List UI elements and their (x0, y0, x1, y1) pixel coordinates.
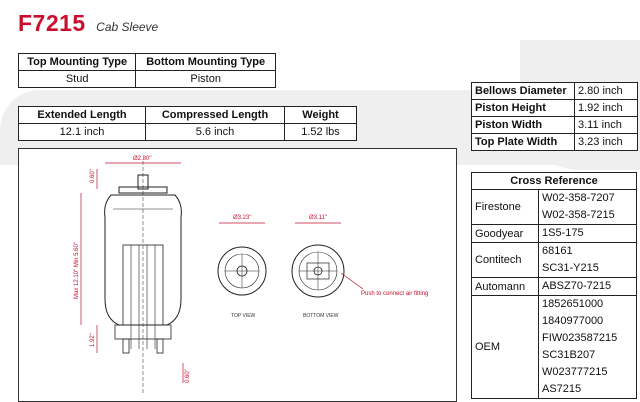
brand-cell: Contitech (472, 243, 539, 278)
weight-value: 1.52 lbs (285, 124, 357, 141)
table-row (472, 296, 637, 399)
reference-number: SC31-Y215 (542, 262, 599, 274)
part-subtitle: Cab Sleeve (96, 20, 159, 34)
reference-number: 1840977000 (542, 315, 604, 327)
reference-number: FIW023587215 (542, 332, 618, 344)
brand-cell: Firestone (472, 190, 539, 225)
bottom-view-diameter-label: Ø3.11" (309, 215, 328, 221)
air-fitting-note: Push to connect air fitting (361, 291, 429, 297)
numbers-cell (539, 243, 637, 278)
table-row (472, 243, 637, 278)
dim-label: Top Plate Width (472, 134, 575, 151)
dim-value: 3.11 inch (575, 117, 638, 134)
drawing-svg (19, 149, 456, 401)
reference-number: AS7215 (542, 383, 582, 395)
numbers-cell (539, 225, 637, 243)
page-title (18, 10, 158, 37)
dimensions-table (471, 82, 638, 151)
extended-length-value: 12.1 inch (19, 124, 146, 141)
dim-value: 3.23 inch (575, 134, 638, 151)
side-view (105, 161, 182, 395)
compressed-length-value: 5.6 inch (146, 124, 285, 141)
top-view (218, 247, 266, 295)
bottom-view-label: BOTTOM VIEW (303, 313, 339, 319)
table-row (472, 225, 637, 243)
dim-label: Piston Width (472, 117, 575, 134)
table-row (472, 190, 637, 225)
top-view-label: TOP VIEW (231, 313, 256, 319)
reference-number: 1S5-175 (542, 227, 584, 239)
top-view-diameter-label: Ø3.23" (233, 215, 252, 221)
side-length-label: Max 12.10" Min 5.60" (74, 242, 80, 299)
brand-cell: Goodyear (472, 225, 539, 243)
reference-number: ABSZ70-7215 (542, 280, 612, 292)
numbers-cell (539, 190, 637, 225)
extended-length-header: Extended Length (19, 107, 146, 124)
reference-number: 68161 (542, 245, 573, 257)
bottom-offset-label: 0.60" (185, 369, 191, 383)
cross-reference-title: Cross Reference (472, 173, 637, 190)
mounting-value-bottom: Piston (136, 71, 276, 88)
numbers-cell (539, 296, 637, 399)
dim-value: 2.80 inch (575, 83, 638, 100)
brand-cell: OEM (472, 296, 539, 399)
reference-number: W023777215 (542, 366, 608, 378)
mounting-header-bottom: Bottom Mounting Type (136, 54, 276, 71)
piston-height-label: 1.92" (90, 333, 96, 347)
bottom-view (292, 245, 344, 297)
lengths-table (18, 106, 357, 141)
numbers-cell (539, 278, 637, 296)
table-row (472, 278, 637, 296)
dim-label: Bellows Diameter (472, 83, 575, 100)
part-number: F7215 (18, 10, 86, 36)
mounting-table (18, 53, 276, 88)
mounting-value-top: Stud (19, 71, 136, 88)
reference-number: 1852651000 (542, 298, 604, 310)
mounting-header-top: Top Mounting Type (19, 54, 136, 71)
top-diameter-label: Ø2.80" (133, 156, 152, 162)
compressed-length-header: Compressed Length (146, 107, 285, 124)
top-offset-label: 0.60" (90, 169, 96, 183)
technical-drawing (18, 148, 457, 402)
weight-header: Weight (285, 107, 357, 124)
dim-value: 1.92 inch (575, 100, 638, 117)
reference-number: SC31B207 (542, 349, 596, 361)
reference-number: W02-358-7215 (542, 209, 615, 221)
brand-cell: Automann (472, 278, 539, 296)
cross-reference-table (471, 172, 637, 399)
dim-label: Piston Height (472, 100, 575, 117)
reference-number: W02-358-7207 (542, 192, 615, 204)
